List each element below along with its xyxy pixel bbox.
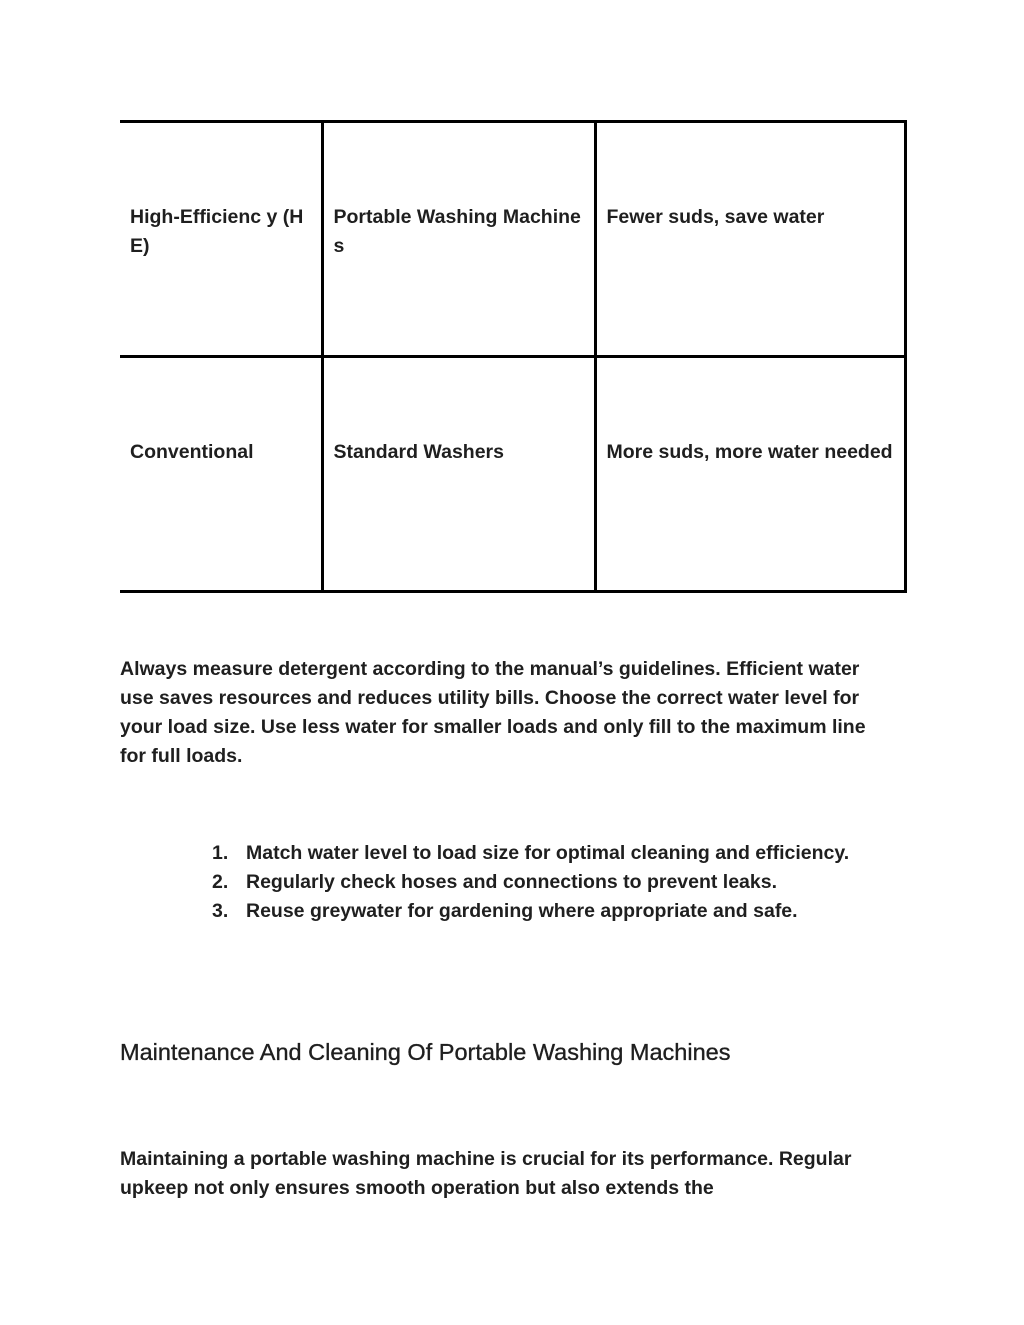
list-item	[212, 897, 872, 926]
table-row	[120, 122, 905, 357]
list-number: 3.	[212, 900, 229, 922]
table-cell-type: Conventional	[120, 357, 322, 592]
list-item-text: Reuse greywater for gardening where appropriate and safe.	[246, 900, 798, 922]
list-item	[212, 839, 872, 868]
list-item-text: Match water level to load size for optimal cleaning and efficiency.	[246, 842, 850, 864]
list-item	[212, 868, 872, 897]
table-cell-type: High-Efficienc y (HE)	[120, 122, 322, 357]
table-cell-used-in: Standard Washers	[322, 357, 595, 592]
table-row	[120, 357, 905, 592]
maintenance-paragraph: Maintaining a portable washing machine is crucial for its performance. Regular upkeep not only ensures smooth operation but also extends the	[120, 1148, 852, 1199]
water-usage-paragraph: Always measure detergent according to the manual’s guidelines. Efficient water use saves resources and reduces utility bills. Choose the correct water level for your load size. Use less water for smaller loads and only fill to the maximum line for full loads.	[120, 658, 866, 767]
table-cell-note: More suds, more water needed	[595, 357, 905, 592]
detergent-comparison-table	[120, 120, 907, 593]
list-number: 1.	[212, 842, 229, 864]
section-heading: Maintenance And Cleaning Of Portable Washing Machines	[120, 1039, 731, 1065]
table-cell-note: Fewer suds, save water	[595, 122, 905, 357]
list-item-text: Regularly check hoses and connections to prevent leaks.	[246, 871, 778, 893]
tips-list	[212, 839, 872, 926]
list-number: 2.	[212, 871, 229, 893]
table-cell-used-in: Portable Washing Machines	[322, 122, 595, 357]
